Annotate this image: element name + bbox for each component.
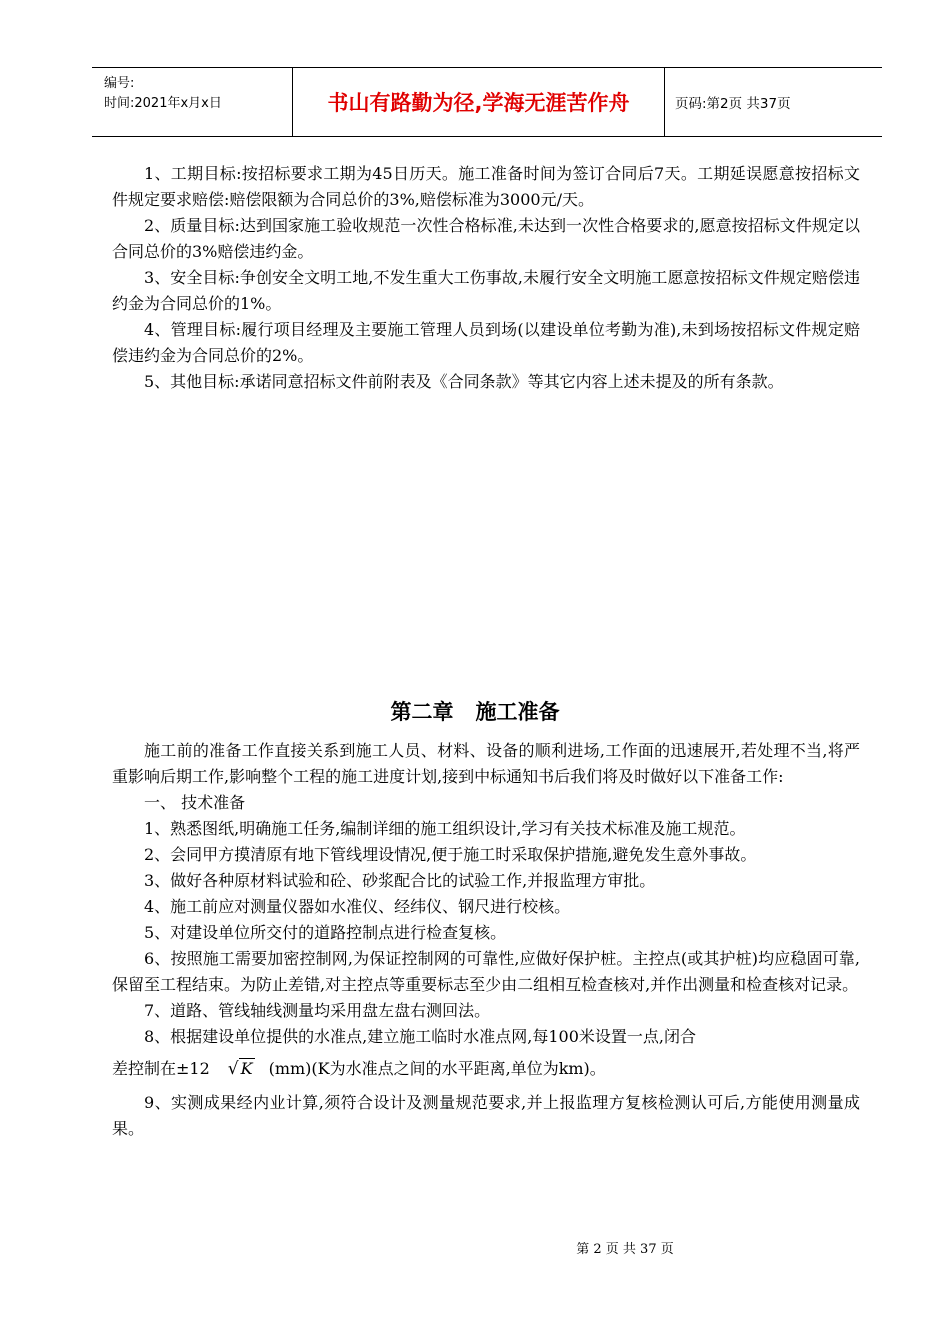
serial-label: 编号: (104, 76, 135, 91)
list-item: 1、熟悉图纸,明确施工任务,编制详细的施工组织设计,学习有关技术标准及施工规范。 (144, 819, 746, 838)
formula-prefix: 差控制在±12 (112, 1059, 210, 1078)
header-meta (92, 68, 293, 136)
list-item: 2、会同甲方摸清原有地下管线埋设情况,便于施工时采取保护措施,避免发生意外事故。 (144, 845, 757, 864)
list-item: 9、实测成果经内业计算,须符合设计及测量规范要求,并上报监理方复核检测认可后,方能使用测量成果。 (112, 1093, 860, 1138)
preparation-section (112, 738, 860, 1142)
subheading: 一、 技术准备 (144, 793, 246, 812)
goal-paragraph: 2、质量目标:达到国家施工验收规范一次性合格标准,未达到一次性合格要求的,愿意按招标文件规定以合同总价的3%赔偿违约金。 (112, 216, 860, 261)
list-item: 5、对建设单位所交付的道路控制点进行检查复核。 (144, 923, 507, 942)
page-footer: 第 2 页 共 37 页 (576, 1242, 674, 1257)
formula-line (112, 1056, 860, 1082)
list-item: 8、根据建设单位提供的水准点,建立施工临时水准点网,每100米设置一点,闭合 (144, 1027, 696, 1046)
page-header (92, 67, 882, 137)
goal-paragraph: 1、工期目标:按招标要求工期为45日历天。施工准备时间为签订合同后7天。工期延误愿意按招标文件规定要求赔偿:赔偿限额为合同总价的3%,赔偿标准为3000元/天。 (112, 164, 860, 209)
radical-icon: √ (227, 1059, 239, 1079)
header-page-info: 页码:第2页 共37页 (675, 96, 791, 112)
goal-paragraph: 5、其他目标:承诺同意招标文件前附表及《合同条款》等其它内容上述未提及的所有条款。 (144, 372, 784, 391)
list-item: 3、做好各种原材料试验和砼、砂浆配合比的试验工作,并报监理方审批。 (144, 871, 656, 890)
list-item: 6、按照施工需要加密控制网,为保证控制网的可靠性,应做好保护桩。主控点(或其护桩)均应稳固可靠,保留至工程结束。为防止差错,对主控点等重要标志至少由二组相互检查核对,并作出测量和检查核对记录。 (112, 949, 860, 994)
goal-paragraph: 3、安全目标:争创安全文明工地,不发生重大工伤事故,未履行安全文明施工愿意按招标文件规定赔偿违约金为合同总价的1%。 (112, 268, 860, 313)
sqrt-formula (228, 1056, 255, 1082)
intro-paragraph: 施工前的准备工作直接关系到施工人员、材料、设备的顺利进场,工作面的迅速展开,若处理不当,将严重影响后期工作,影响整个工程的施工进度计划,接到中标通知书后我们将及时做好以下准备工作: (112, 741, 860, 786)
list-item: 7、道路、管线轴线测量均采用盘左盘右测回法。 (144, 1001, 491, 1020)
formula-radicand: K (240, 1059, 253, 1078)
chapter-number: 第二章 (390, 700, 454, 724)
goals-section (112, 161, 860, 395)
formula-suffix: (mm)(K为水准点之间的水平距离,单位为km)。 (268, 1059, 606, 1078)
time-label: 时间:2021年x月x日 (104, 96, 222, 111)
header-motto: 书山有路勤为径,学海无涯苦作舟 (293, 68, 665, 136)
chapter-heading (0, 696, 950, 726)
list-item: 4、施工前应对测量仪器如水准仪、经纬仪、钢尺进行校核。 (144, 897, 571, 916)
goal-paragraph: 4、管理目标:履行项目经理及主要施工管理人员到场(以建设单位考勤为准),未到场按招标文件规定赔偿违约金为合同总价的2%。 (112, 320, 860, 365)
chapter-title: 施工准备 (475, 700, 560, 724)
